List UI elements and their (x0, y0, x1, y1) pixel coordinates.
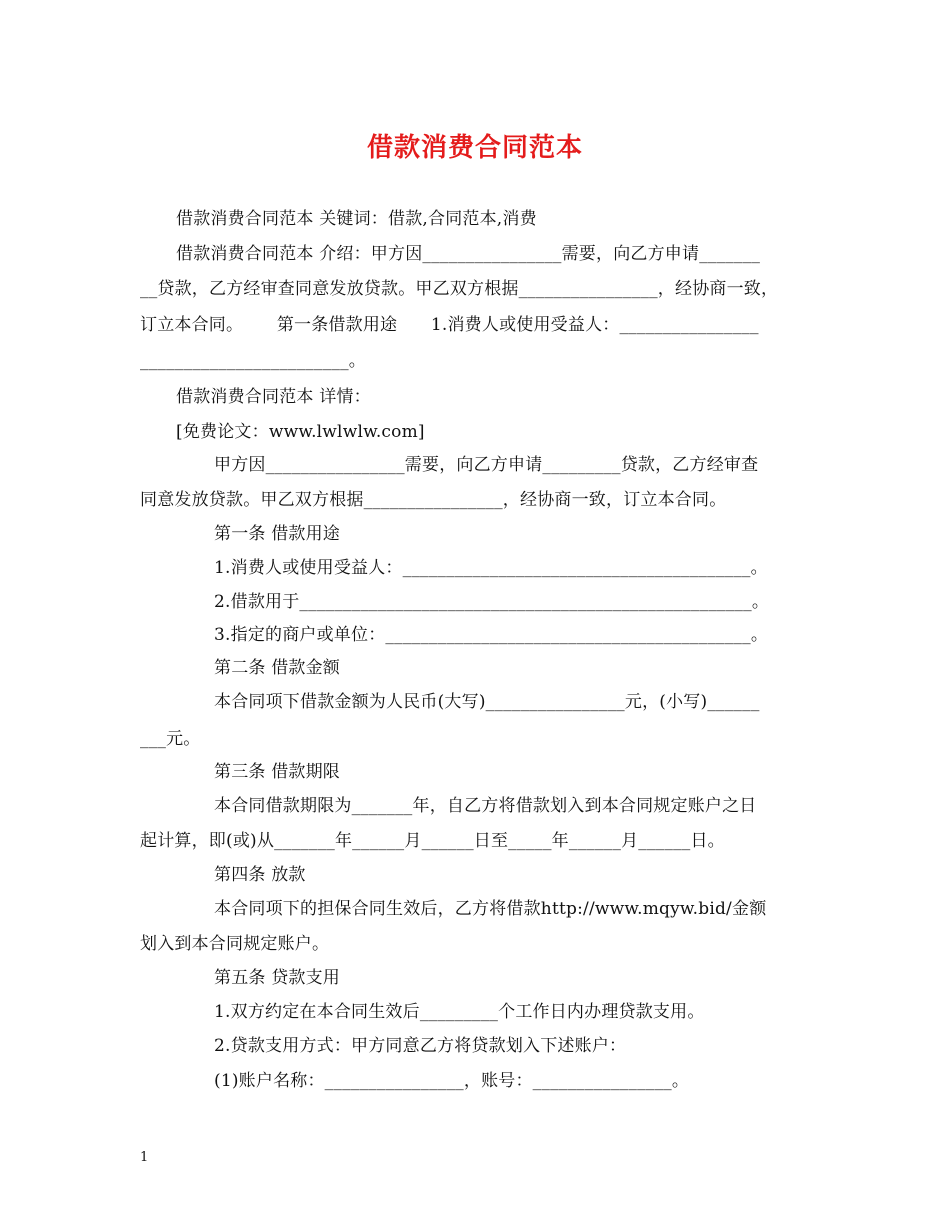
intro-line-3: 订立本合同。 第一条借款用途 1.消费人或使用受益人：________________ (140, 315, 759, 335)
intro-line-2: __贷款，乙方经审查同意发放贷款。甲乙双方根据________________，经协商一致， (140, 279, 779, 299)
article-2-heading: 第二条 借款金额 (214, 658, 341, 678)
article-4-heading: 第四条 放款 (214, 865, 306, 885)
keywords-line: 借款消费合同范本 关键词：借款,合同范本,消费 (176, 209, 537, 229)
article-1-heading: 第一条 借款用途 (214, 524, 341, 544)
page-number: 1 (140, 1150, 149, 1165)
article-1-item-2: 2.借款用于____________________________________________________。 (214, 592, 770, 612)
article-5-item-2: 2.贷款支用方式：甲方同意乙方将贷款划入下述账户： (214, 1036, 627, 1056)
body-line-1: 甲方因________________需要，向乙方申请_________贷款，乙方经审查 (214, 455, 759, 475)
intro-line-4: ________________________。 (140, 351, 366, 371)
article-4-line-2: 划入到本合同规定账户。 (140, 934, 330, 954)
details-heading: 借款消费合同范本 详情： (176, 387, 371, 407)
article-5-heading: 第五条 贷款支用 (214, 968, 341, 988)
article-4-line-1: 本合同项下的担保合同生效后，乙方将借款http://www.mqyw.bid/金额 (214, 899, 767, 919)
article-3-line-2: 起计算，即(或)从_______年______月______日至_____年______月______日。 (140, 831, 725, 851)
intro-line-1: 借款消费合同范本 介绍：甲方因________________需要，向乙方申请_______ (176, 244, 761, 264)
article-2-line-1: 本合同项下借款金额为人民币(大写)________________元，(小写)______ (214, 692, 760, 712)
article-1-item-1: 1.消费人或使用受益人：________________________________________。 (214, 558, 768, 578)
source-link-text: [免费论文：www.lwlwlw.com] (176, 422, 425, 442)
article-1-item-3: 3.指定的商户或单位：__________________________________________。 (214, 625, 769, 645)
article-3-heading: 第三条 借款期限 (214, 762, 341, 782)
article-3-line-1: 本合同借款期限为_______年，自乙方将借款划入到本合同规定账户之日 (214, 796, 757, 816)
article-5-item-3: (1)账户名称：________________，账号：________________。 (214, 1071, 690, 1091)
article-2-line-2: ___元。 (140, 729, 201, 749)
body-line-2: 同意发放贷款。甲乙双方根据________________，经协商一致，订立本合同。 (140, 490, 727, 510)
document-title: 借款消费合同范本 (366, 133, 583, 163)
article-5-item-1: 1.双方约定在本合同生效后_________个工作日内办理贷款支用。 (214, 1002, 705, 1022)
